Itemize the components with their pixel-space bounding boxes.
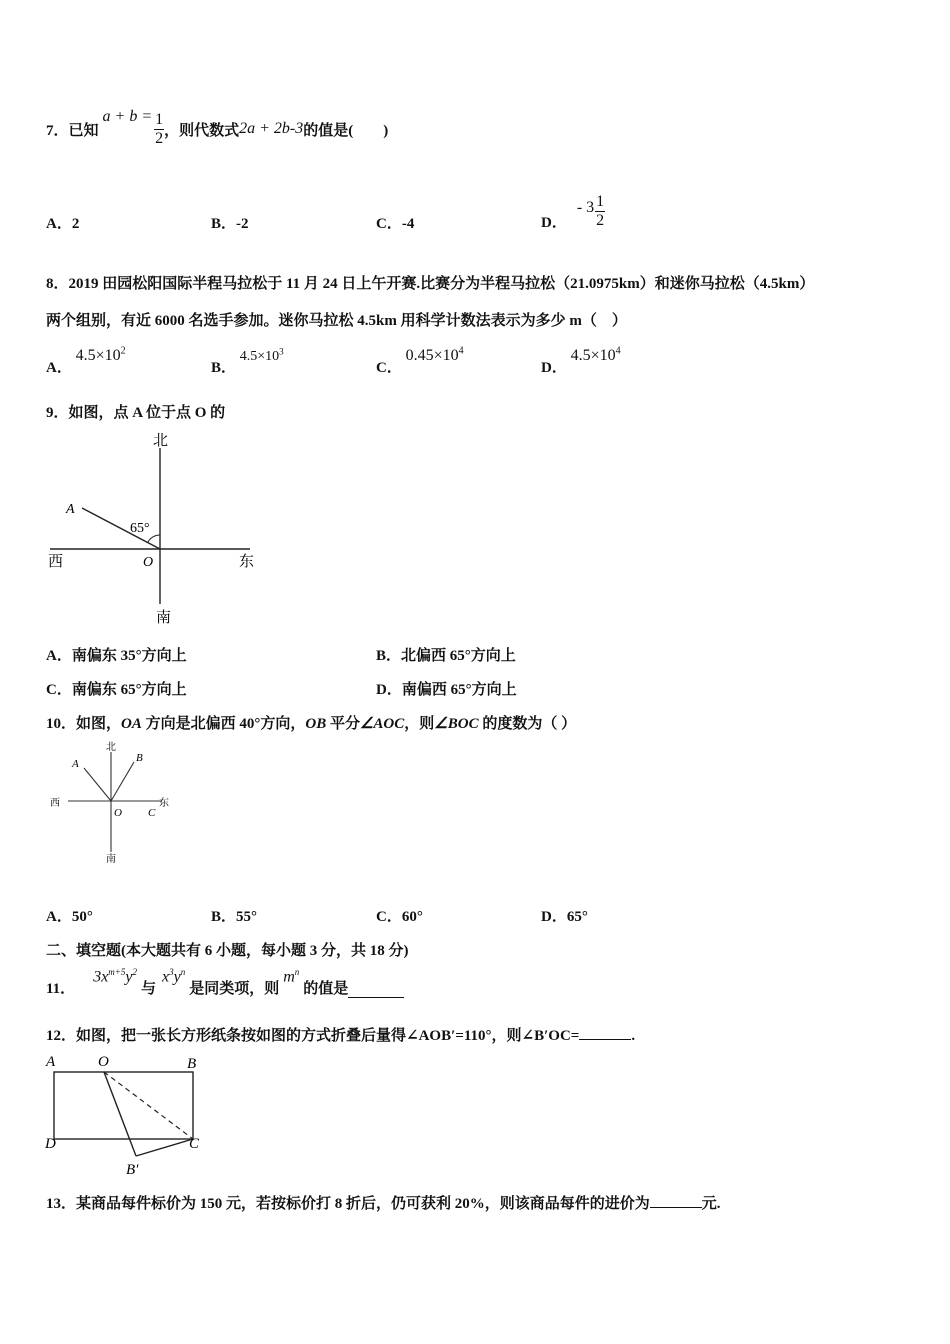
q7-fraction (154, 112, 164, 147)
q12-label-o: O (98, 1054, 109, 1070)
q11-stem (46, 964, 404, 998)
q9-angle-label: 65° (130, 521, 150, 536)
q10-text-4: 的度数为（ ） (478, 716, 577, 732)
q8-option-d[interactable] (541, 344, 621, 376)
option-label: D． (541, 214, 567, 231)
q10-option-c[interactable] (376, 905, 423, 926)
q7-end-text: 的值是( ) (303, 122, 389, 139)
option-value: 南偏东 35°方向上 (71, 648, 187, 664)
q7-option-a[interactable] (46, 212, 79, 233)
q10-ray-oa: OA (121, 716, 142, 732)
term-base: y (125, 968, 133, 985)
q11-end-text: 的值是 (303, 981, 349, 997)
q7-number: 7．已知 (46, 122, 99, 139)
option-value (571, 347, 621, 364)
q7-expression-2: 2a + 2b-3 (239, 120, 304, 137)
option-label: B． (211, 909, 237, 925)
option-base: 4.5×10 (239, 349, 280, 364)
q10-label-east: 东 (159, 798, 169, 809)
q12-rectangle (54, 1072, 193, 1139)
q7-fraction-denominator: 2 (155, 129, 164, 147)
option-label: C． (46, 682, 72, 698)
q12-folded-strip-figure (40, 1050, 220, 1180)
q8-option-a[interactable] (46, 344, 126, 376)
q10-text-2: 平分 (326, 716, 360, 732)
q9-compass-figure (40, 428, 270, 628)
q10-number: 10．如图， (46, 716, 122, 732)
option-label: D． (541, 360, 567, 376)
option-label: C． (376, 216, 402, 232)
q11-answer-blank[interactable] (348, 981, 404, 998)
option-exponent: 3 (279, 346, 284, 357)
q7-option-d[interactable] (541, 188, 605, 234)
q7-expression: a + b = (102, 108, 153, 125)
option-label: A． (46, 648, 72, 664)
q8-option-b[interactable] (211, 344, 284, 376)
term-exponent: m+5 (108, 966, 126, 977)
term-base: y (173, 968, 181, 985)
q9-stem: 9．如图，点 A 位于点 O 的 (46, 405, 226, 421)
option-label: A． (46, 360, 72, 376)
q11-with: 与 (140, 981, 156, 997)
q10-label-a: A (72, 758, 79, 770)
q10-text-3: ，则 (404, 716, 435, 732)
q11-term-3 (283, 967, 299, 986)
q10-stem (46, 712, 576, 733)
q13-text: 13．某商品每件标价为 150 元，若按标价打 8 折后，仍可获利 20%，则该商品每件的进价为 (46, 1196, 650, 1212)
option-value: 2 (71, 216, 80, 232)
term-base: x (162, 968, 170, 985)
q9-option-b[interactable] (376, 644, 516, 665)
q12-end: . (631, 1028, 636, 1044)
q9-label-east: 东 (239, 554, 255, 570)
q9-label-west: 西 (48, 554, 64, 570)
q9-angle-arc (148, 535, 160, 543)
term-base: 3x (93, 968, 109, 985)
q12-label-d: D (45, 1136, 56, 1152)
option-value (239, 346, 284, 364)
q10-text-1: 方向是北偏西 40°方向， (141, 716, 306, 732)
term-exponent: n (180, 966, 186, 977)
q10-angle-aoc: ∠AOC (359, 716, 405, 732)
q7-option-b[interactable] (211, 212, 249, 233)
q8-option-c[interactable] (376, 344, 464, 376)
q8-stem-line-2: 两个组别，有近 6000 名选手参加。迷你马拉松 4.5km 用科学计数法表示为多少 m（ ） (46, 313, 627, 329)
fraction-numerator: 1 (596, 192, 605, 210)
q9-label-a: A (66, 502, 75, 517)
q7-stem (46, 104, 388, 154)
option-exponent: 4 (458, 345, 464, 357)
option-value: -2 (236, 216, 249, 232)
q9-option-a[interactable] (46, 644, 187, 665)
term-base: m (283, 968, 295, 985)
q11-term-1 (93, 967, 137, 986)
q12-label-c: C (189, 1136, 200, 1152)
q11-number: 11． (46, 981, 76, 997)
q7-mid-text: ，则代数式 (164, 122, 240, 139)
option-exponent: 4 (615, 345, 621, 357)
option-label: A． (46, 216, 72, 232)
option-label: D． (376, 682, 402, 698)
q9-label-south: 南 (156, 610, 172, 626)
q9-label-north: 北 (153, 433, 169, 449)
section-2-heading: 二、填空题(本大题共有 6 小题，每小题 3 分，共 18 分) (46, 943, 409, 959)
option-base: 4.5×10 (570, 347, 616, 364)
q12-stem (46, 1024, 635, 1045)
option-label: B． (376, 648, 402, 664)
q10-angle-boc: ∠BOC (434, 716, 479, 732)
q10-label-south: 南 (106, 854, 116, 865)
q10-label-north: 北 (106, 742, 116, 753)
q10-option-d[interactable] (541, 905, 588, 926)
option-label: B． (211, 360, 237, 376)
option-base: 4.5×10 (75, 347, 121, 364)
option-value (76, 347, 126, 364)
option-value (406, 347, 464, 364)
q13-end: 元. (701, 1196, 721, 1212)
option-value: - 3 (576, 199, 595, 216)
q11-term-2 (162, 967, 185, 986)
option-value: 55° (236, 909, 258, 925)
option-value: 北偏西 65°方向上 (401, 648, 516, 664)
q10-label-west: 西 (50, 798, 60, 809)
q12-answer-blank[interactable] (579, 1025, 631, 1040)
q10-label-o: O (114, 807, 122, 819)
option-value: 65° (566, 909, 588, 925)
option-label: C． (376, 909, 402, 925)
q12-label-b-prime: B′ (126, 1162, 139, 1178)
q12-segment-b-prime-c (136, 1139, 193, 1156)
q10-compass-figure (44, 738, 184, 868)
q7-fraction-numerator: 1 (155, 110, 164, 128)
term-exponent: 2 (132, 966, 137, 977)
q8-stem-line-1: 8．2019 田园松阳国际半程马拉松于 11 月 24 日上午开赛.比赛分为半程马拉松（21.0975km）和迷你马拉松（4.5km） (46, 276, 815, 292)
q9-label-o: O (143, 555, 154, 570)
q10-ray-ob: OB (305, 716, 327, 732)
q10-ray-oa-line (84, 768, 111, 801)
q12-label-a: A (46, 1054, 56, 1070)
q13-answer-blank[interactable] (650, 1193, 702, 1208)
option-value: -4 (401, 216, 415, 232)
q13-stem (46, 1192, 721, 1213)
q9-option-c[interactable] (46, 678, 187, 699)
q9-option-d[interactable] (376, 678, 517, 699)
q10-label-c: C (148, 807, 156, 819)
option-value: 南偏西 65°方向上 (401, 682, 517, 698)
q10-option-b[interactable] (211, 905, 257, 926)
q12-label-b: B (187, 1056, 197, 1072)
option-base: 0.45×10 (405, 347, 459, 364)
option-label: D． (541, 909, 567, 925)
q12-text: 12．如图，把一张长方形纸条按如图的方式折叠后量得∠AOB′=110°，则∠B′OC= (46, 1028, 580, 1044)
term-exponent: n (294, 966, 300, 977)
option-label: B． (211, 216, 237, 232)
q7-option-c[interactable] (376, 212, 414, 233)
q7-option-d-fraction (595, 194, 605, 229)
option-value: 50° (71, 909, 93, 925)
q11-mid-text: 是同类项，则 (189, 981, 280, 997)
option-value: 60° (401, 909, 423, 925)
option-label: A． (46, 909, 72, 925)
q10-option-a[interactable] (46, 905, 93, 926)
term-exponent: 3 (169, 966, 174, 977)
q10-ray-ob-line (111, 762, 134, 801)
option-exponent: 2 (120, 345, 126, 357)
q10-label-b: B (136, 752, 143, 764)
option-label: C． (376, 360, 402, 376)
option-value: 南偏东 65°方向上 (71, 682, 187, 698)
fraction-denominator: 2 (596, 211, 605, 229)
